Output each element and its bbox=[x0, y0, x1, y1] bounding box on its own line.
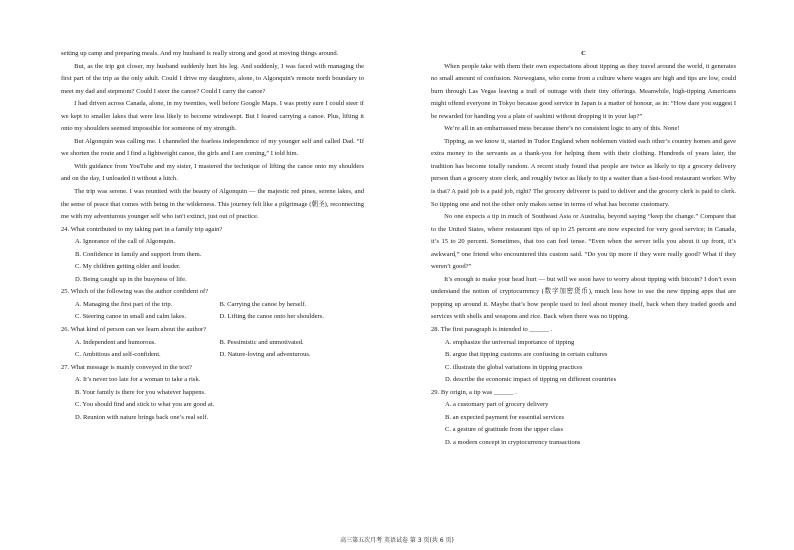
question-stem: 24. What contributed to my taking part in a family trip again? bbox=[61, 225, 223, 233]
answer-option: C. My children getting older and louder. bbox=[75, 263, 181, 271]
answer-option: B. Carrying the canoe by herself. bbox=[219, 300, 307, 308]
passage-paragraph: With guidance from YouTube and my sister, I mastered the technique of lifting the canoe onto my shoulders and on the day, I unloaded it without a hitch. bbox=[61, 162, 364, 183]
answer-option: B. Confidence in family and support from them. bbox=[75, 250, 202, 258]
answer-option: A. Managing the first part of the trip. bbox=[75, 300, 173, 308]
answer-option: D. Reunion with nature brings back one’s real self. bbox=[75, 413, 209, 421]
answer-option: C. Ambitious and self-confident. bbox=[75, 351, 161, 359]
question-stem: 25. Which of the following was the author confident of? bbox=[61, 288, 209, 296]
answer-option: C. a gesture of gratitude from the upper class bbox=[445, 426, 563, 434]
passage-paragraph: The trip was serene. I was reunited with the beauty of Algonquin — the majestic red pines, serene lakes, and the sense of peace that comes with being in the wilderness. This journey felt like a pilgrimage (朝圣), reconnecting me with my adventurous younger self who isn't extinct, just out of practice. bbox=[61, 188, 364, 221]
question-stem: 27. What message is mainly conveyed in the text? bbox=[61, 363, 192, 371]
question-stem: 26. What kind of person can we learn about the author? bbox=[61, 326, 207, 334]
answer-option: D. describe the economic impact of tipping on different countries bbox=[445, 376, 617, 384]
answer-option: A. emphasize the universal importance of tipping bbox=[445, 338, 575, 346]
answer-option: B. an expected payment for essential services bbox=[445, 413, 565, 421]
answer-option: B. Pessimistic and unmotivated. bbox=[219, 338, 304, 346]
answer-option-row bbox=[61, 349, 364, 362]
passage-paragraph: But Algonquin was calling me. I channeled the fearless independence of my younger self and called Dad. “If we shorten the route and I find a lightweight canoe, the girls and I are coming,” I told him. bbox=[61, 137, 364, 158]
answer-option: B. Your family is there for you whatever happens. bbox=[75, 388, 206, 396]
answer-option-row bbox=[61, 311, 364, 324]
passage-paragraph: No one expects a tip in much of Southeast Asia or Australia, beyond saying “keep the change.” Compare that to the United States, where restaurant tips of up to 25 percent are now expected for very good service; in Canada, it’s 15 to 20 percent. Sometimes, that too can feel tense. “Even when the server tells you about it up front, it’s awkward,” one friend who encountered this custom said. “Do you tip more if they were really good? What if they weren’t good?” bbox=[431, 213, 736, 271]
question-stem: 29. By origin, a tip was ______ . bbox=[431, 388, 517, 396]
passage-paragraph: It’s enough to make your head hurt — but will we soon have to worry about tipping with bitcoin? I don’t even understand the notion of cryptocurrency (数字加密货币), much less how to use the new tipping apps that are popping up around it. Maybe that’s how people used to feel about money itself, back when they traded goods and services with shells and weapons and rice. Back when there was no tipping. bbox=[431, 275, 736, 321]
passage-paragraph: We’re all in an embarrassed mess because there’s no consistent logic to any of this. None! bbox=[444, 125, 680, 133]
answer-option: A. Independent and humorous. bbox=[75, 338, 156, 346]
answer-option: D. Lifting the canoe onto her shoulders. bbox=[219, 313, 324, 321]
section-heading: C bbox=[581, 50, 586, 57]
answer-option: B. argue that tipping customs are confusing in certain cultures bbox=[445, 351, 608, 359]
answer-option: D. a modern concept in cryptocurrency transactions bbox=[445, 438, 581, 446]
answer-option-row bbox=[61, 299, 364, 312]
answer-option: C. You should find and stick to what you are good at. bbox=[75, 401, 215, 409]
right-column bbox=[431, 48, 736, 450]
page-footer: 高三第五次月考 英语试卷 第 3 页(共 6 页) bbox=[340, 537, 454, 544]
question-stem: 28. The first paragraph is intended to ______ . bbox=[431, 326, 553, 334]
answer-option: A. Ignorance of the call of Algonquin. bbox=[75, 238, 175, 246]
answer-option-row bbox=[61, 337, 364, 350]
answer-option: D. Nature-loving and adventurous. bbox=[219, 351, 311, 359]
left-column bbox=[61, 48, 364, 424]
answer-option: D. Being caught up in the busyness of life. bbox=[75, 275, 187, 283]
passage-paragraph: But, as the trip got closer, my husband suddenly hurt his leg. And suddenly, I was faced with managing the first part of the trip as the only adult. Could I drive my daughters, alone, to Algonquin's remote north boundary to meet my dad and stepmom? Could I steer the canoe? Could I carry the canoe? bbox=[61, 62, 364, 95]
answer-option: A. It’s never too late for a woman to take a risk. bbox=[75, 376, 201, 384]
answer-option: C. illustrate the global variations in tipping practices bbox=[445, 363, 583, 371]
passage-paragraph: Tipping, as we know it, started in Tudor England when noblemen visited each other’s country homes and gave extra money to the servants as a thank-you for helping them with their clothing. Hundreds of years later, the tradition has become totally random. A recent study found that people are twice as likely to tip a grocery delivery person than a grocery store clerk, and roughly twice as likely to tip a waiter than a fast-food restaurant worker. Why is that? A paid job is a paid job, right? The grocery deliverer is paid to deliver and the grocery clerk is paid to clerk. So tipping one and not the other only makes sense in terms of what has become customary. bbox=[431, 137, 736, 208]
passage-paragraph: setting up camp and preparing meals. And my husband is really strong and good at moving things around. bbox=[61, 50, 339, 57]
answer-option: C. Steering canoe in small and calm lakes. bbox=[75, 313, 187, 321]
passage-paragraph: When people take with them their own expectations about tipping as they travel around the world, it generates no small amount of confusion. Norwegians, who come from a culture where wages are high and tips are low, could burn through Las Vegas leaving a trail of outrage with their tiny offerings. Meanwhile, high-tipping Americans might offend everyone in Tokyo because good service in Japan is a matter of honour, as in: “How dare you suggest I be rewarded for handing you a plate of sashimi without dropping it in your lap?” bbox=[431, 62, 736, 120]
passage-paragraph: I had driven across Canada, alone, in my twenties, well before Google Maps. I was pretty sure I could steer if we kept to smaller lakes that were less likely to become windswept. But I feared carrying a canoe. Plus, lifting it onto my shoulders seemed impossible for someone of my strength. bbox=[61, 100, 364, 133]
answer-option: A. a customary part of grocery delivery bbox=[445, 401, 549, 409]
